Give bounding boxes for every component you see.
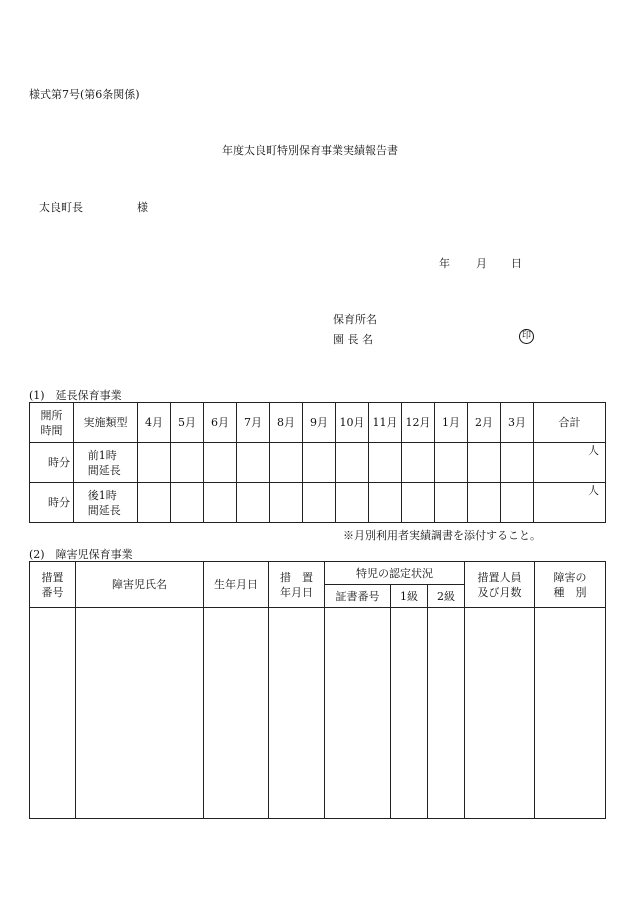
- open-time-cell: 時分: [30, 483, 74, 523]
- addressee: 太良町長: [39, 201, 83, 214]
- section2-title: (2) 障害児保育事業: [29, 548, 133, 561]
- header-child-name: 障害児氏名: [76, 562, 204, 608]
- section1-note: ※月別利用者実績調書を添付すること。: [343, 529, 541, 542]
- total-cell: 人: [534, 443, 606, 483]
- header-month: 9月: [303, 403, 336, 443]
- table-row: [30, 443, 606, 483]
- header-month: 2月: [468, 403, 501, 443]
- header-month: 7月: [237, 403, 270, 443]
- extended-care-table: [29, 402, 606, 523]
- header-month: 11月: [369, 403, 402, 443]
- header-month: 10月: [336, 403, 369, 443]
- total-cell: 人: [534, 483, 606, 523]
- open-time-cell: 時分: [30, 443, 74, 483]
- date-day: 日: [511, 257, 522, 270]
- header-grade2: 2級: [428, 585, 465, 608]
- section1-title: (1) 延長保育事業: [29, 389, 122, 402]
- header-certification: 特児の認定状況: [325, 562, 465, 585]
- header-disability-type: 障害の種 別: [535, 562, 606, 608]
- type-cell: 後1時間延長: [74, 483, 138, 523]
- header-type: 実施類型: [74, 403, 138, 443]
- table-row: [30, 483, 606, 523]
- form-number: 様式第7号(第6条関係): [29, 88, 140, 101]
- principal-label: 園 長 名: [333, 333, 373, 346]
- header-month: 4月: [138, 403, 171, 443]
- header-persons-months: 措置人員及び月数: [465, 562, 535, 608]
- header-measure-no: 措置番号: [30, 562, 76, 608]
- table-row: [30, 608, 606, 819]
- header-month: 1月: [435, 403, 468, 443]
- header-cert-no: 証書番号: [325, 585, 391, 608]
- header-grade1: 1級: [391, 585, 428, 608]
- type-cell: 前1時間延長: [74, 443, 138, 483]
- header-month: 5月: [171, 403, 204, 443]
- header-month: 3月: [501, 403, 534, 443]
- seal-mark: 印: [519, 329, 534, 344]
- header-month: 12月: [402, 403, 435, 443]
- header-month: 6月: [204, 403, 237, 443]
- addressee-suffix: 様: [137, 201, 148, 214]
- header-month: 8月: [270, 403, 303, 443]
- nursery-name-label: 保育所名: [333, 313, 377, 326]
- date-year: 年: [439, 257, 450, 270]
- date-month: 月: [476, 257, 487, 270]
- header-measure-date: 措 置年月日: [269, 562, 325, 608]
- header-birth-date: 生年月日: [204, 562, 269, 608]
- document-title: 年度太良町特別保育事業実績報告書: [222, 144, 398, 157]
- header-open-time: 開所時間: [30, 403, 74, 443]
- header-total: 合計: [534, 403, 606, 443]
- disabled-child-table: [29, 561, 606, 819]
